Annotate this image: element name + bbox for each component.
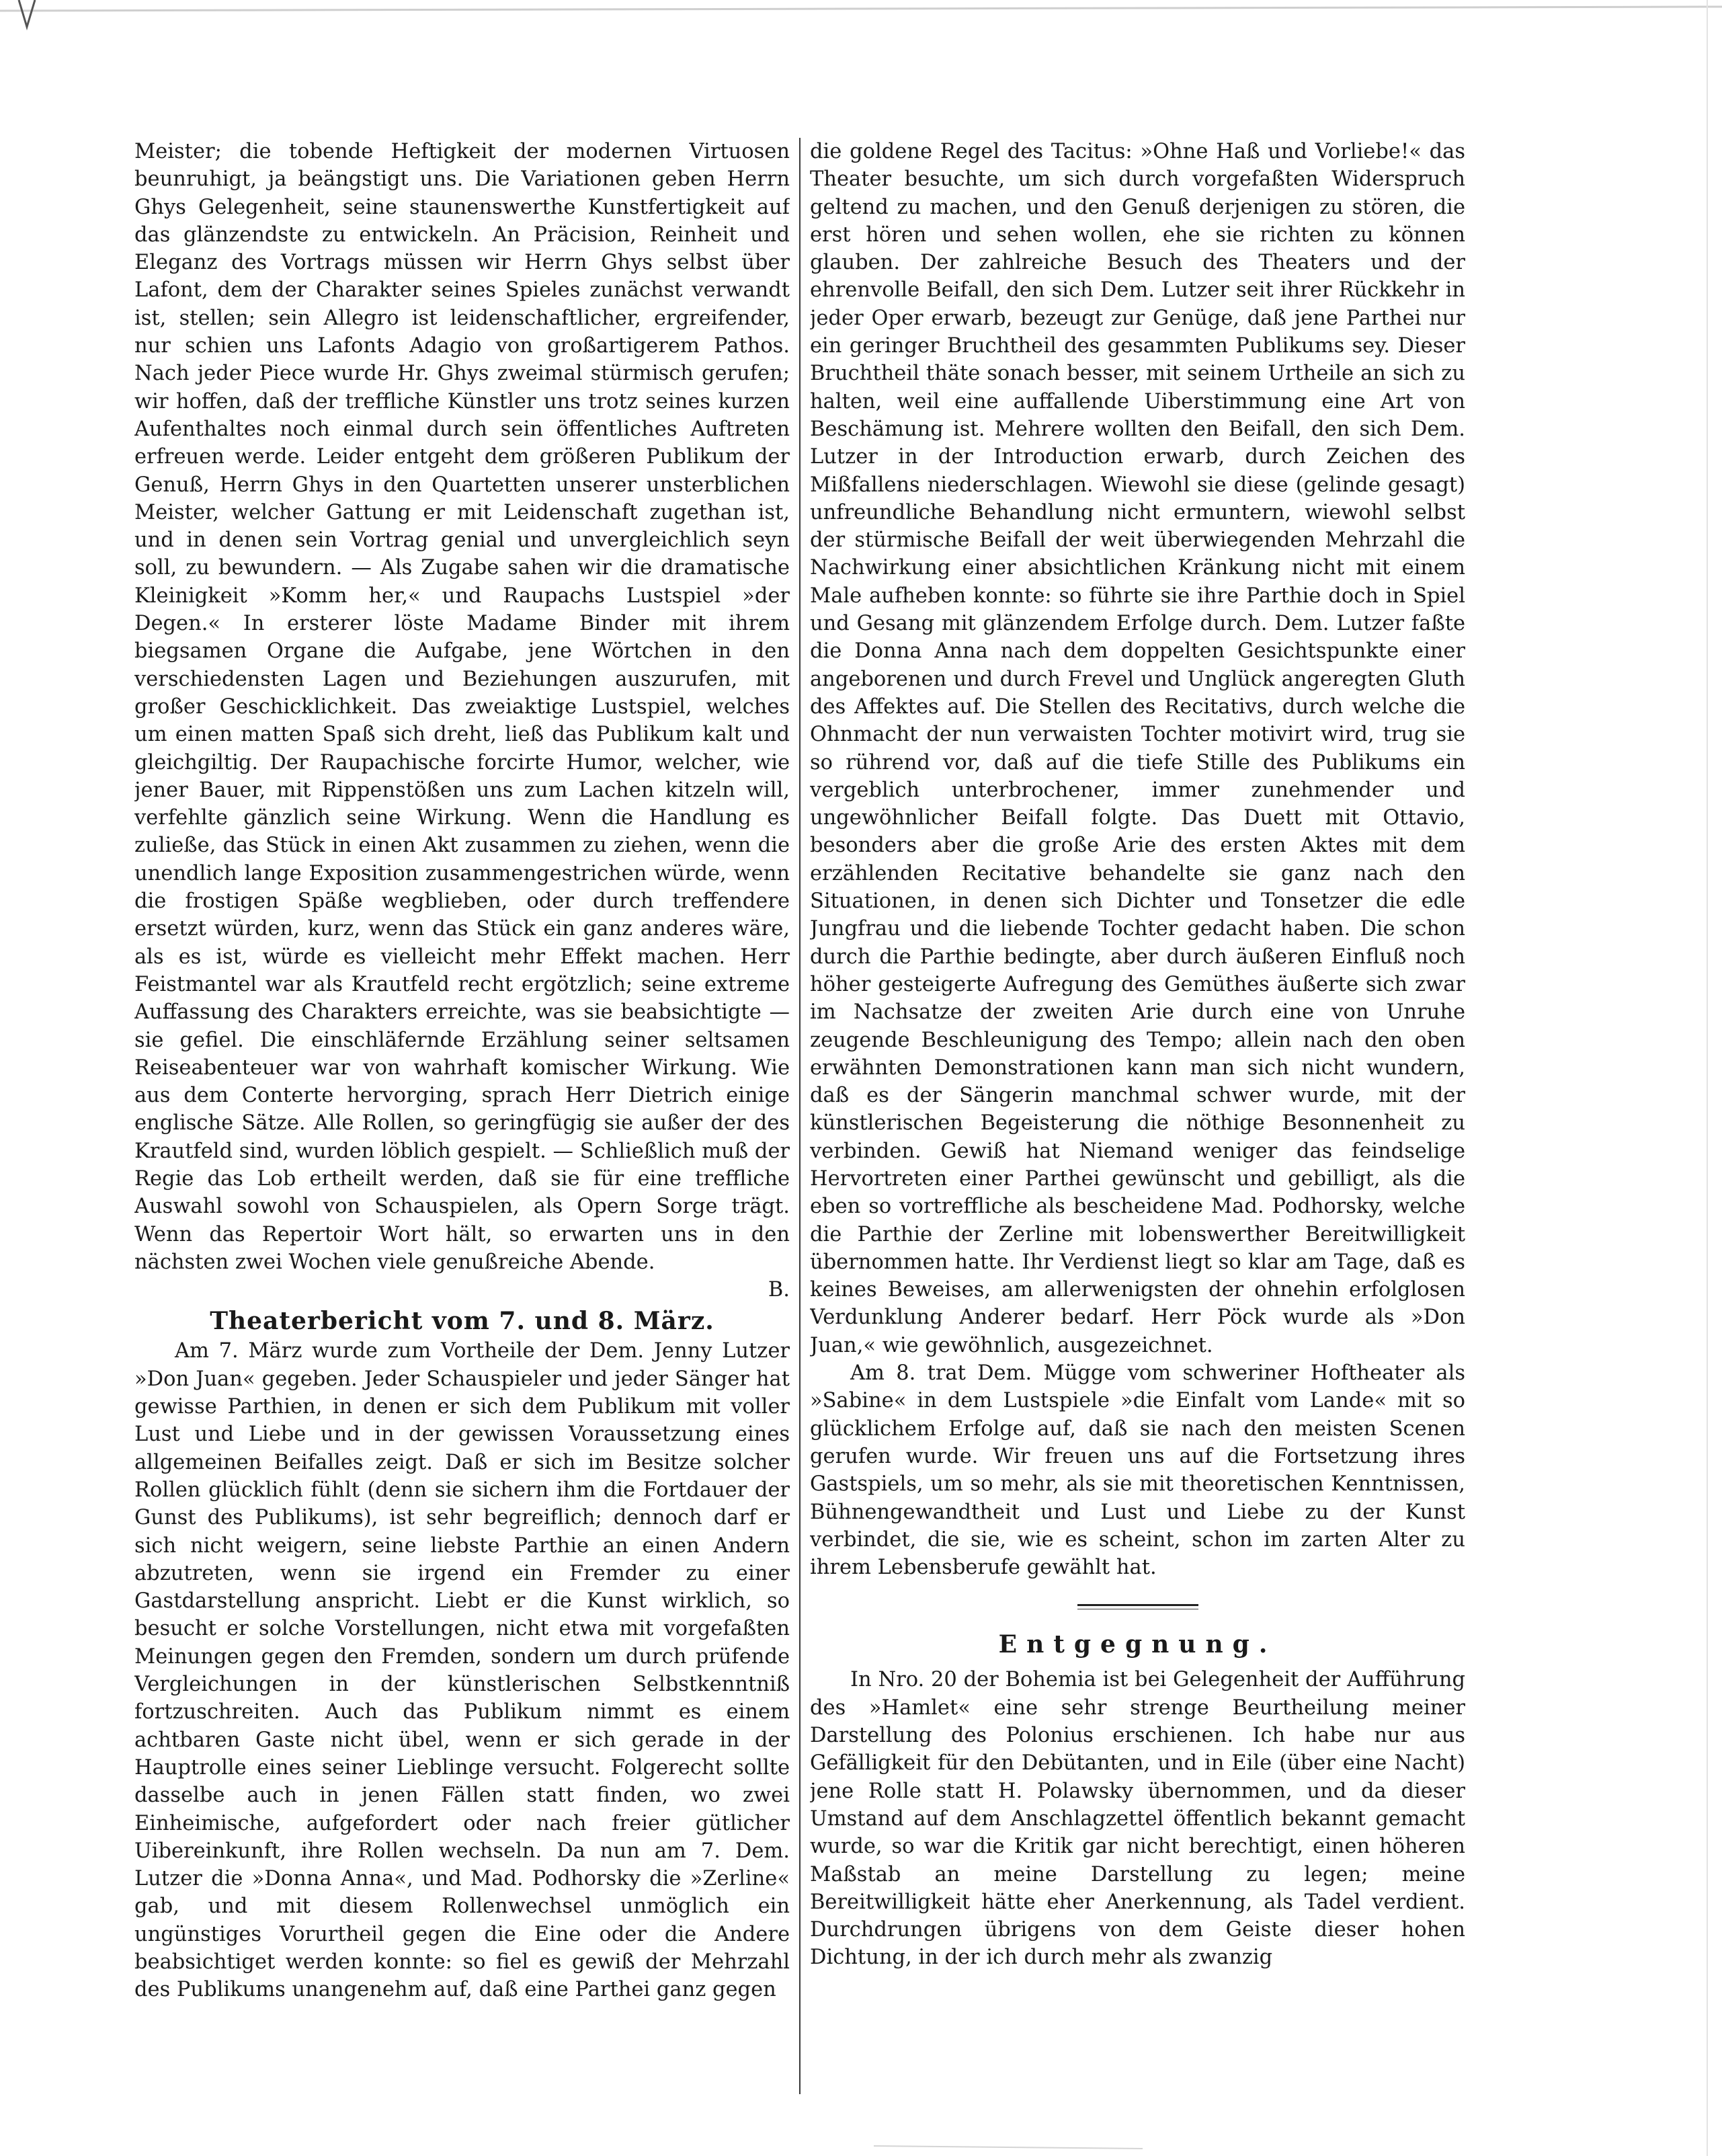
right-column <box>810 138 1465 2101</box>
second-performance-paragraph: Am 8. trat Dem. Mügge vom schweriner Hoftheater als »Sabine« in dem Lustspiele »die Einfalt vom Lande« mit so glücklichem Erfolge auf, daß sie nach den meisten Scenen gerufen wurde. Wir freuen uns auf die Fortsetzung ihres Gastspiels, um so mehr, als sie mit theoretischen Kenntnissen, Bühnengewandtheit und Lust und Liebe zu der Kunst verbindet, die sie, wie es scheint, schon im zarten Alter zu ihrem Lebensberufe gewählt hat. <box>810 1361 1465 1580</box>
column-divider <box>799 138 801 2094</box>
newspaper-page <box>134 138 1506 2101</box>
signature: B. <box>768 1278 790 1302</box>
left-column <box>134 138 790 2101</box>
reply-heading: Entgegnung. <box>998 1630 1277 1659</box>
signature-line <box>134 1276 790 1304</box>
article-continuation: Meister; die tobende Heftigkeit der modernen Virtuosen beunruhigt, ja beängstigt uns. Die Variationen geben Herrn Ghys Gelegenheit, seine staunenswerthe Kunstfertigkeit auf das glänzendste zu entwickeln. An Präcision, Reinheit und Eleganz des Vortrags müssen wir Herrn Ghys selbst über Lafont, dem der Charakter seines Spieles zunächst verwandt ist, stellen; sein Allegro ist leidenschaftlicher, ergreifender, nur schien uns Lafonts Adagio von großartigerem Pathos. Nach jeder Piece wurde Hr. Ghys zweimal stürmisch gerufen; wir hoffen, daß der treffliche Künstler uns trotz seines kurzen Aufenthaltes noch einmal durch sein öffentliches Auftreten erfreuen werde. Leider entgeht dem größeren Publikum der Genuß, Herrn Ghys in den Quartetten unserer unsterblichen Meister, welcher Gattung er mit Leidenschaft zugethan ist, und in denen sein Vortrag genial und unvergleichlich seyn soll, zu bewundern. — Als Zugabe sahen wir die dramatische Kleinigkeit »Komm her,« und Raupachs Lustspiel »der Degen.« In ersterer löste Madame Binder mit ihrem biegsamen Organe die Aufgabe, jene Wörtchen in den verschiedensten Lagen und Beziehungen auszurufen, mit großer Geschicklichkeit. Das zweiaktige Lustspiel, welches um einen matten Spaß sich dreht, ließ das Publikum kalt und gleichgiltig. Der Raupachische forcirte Humor, welcher, wie jener Bauer, mit Rippenstößen uns zum Lachen kitzeln will, verfehlte gänzlich seine Wirkung. Wenn die Handlung es zuließe, das Stück in einen Akt zusammen zu ziehen, wenn die unendlich lange Exposition zusammengestrichen würde, wenn die frostigen Späße wegblieben, oder durch treffendere ersetzt würden, kurz, wenn das Stück ein ganz anderes wäre, als es ist, würde es vielleicht mehr Effekt machen. Herr Feistmantel war als Krautfeld recht ergötzlich; seine extreme Auffassung des Charakters erreichte, was sie beabsichtigte — sie gefiel. Die einschläfernde Erzählung seiner seltsamen Reiseabenteuer war von wahrhaft komischer Wirkung. Wie aus dem Conterte hervorging, sprach Herr Dietrich einige englische Sätze. Alle Rollen, so geringfügig sie außer der des Krautfeld sind, wurden löblich gespielt. — Schließlich muß der Regie das Lob ertheilt werden, daß sie für eine treffliche Auswahl sowohl von Schauspielen, als Opern Sorge trägt. Wenn das Repertoir Wort hält, so erwarten uns in den nächsten zwei Wochen viele genußreiche Abende. <box>134 140 790 1274</box>
reply-body: In Nro. 20 der Bohemia ist bei Gelegenheit der Aufführung des »Hamlet« eine sehr strenge Beurtheilung meiner Darstellung des Polonius erschienen. Ich habe nur aus Gefälligkeit für den Debütanten, und in Eile (über eine Nacht) jene Rolle statt H. Polawsky übernommen, und da dieser Umstand auf dem Anschlagzettel öffentlich bekannt gemacht wurde, so war die Kritik gar nicht berechtigt, einen höheren Maßstab an meine Darstellung zu legen; meine Bereitwilligkeit hätte eher Anerkennung, als Tadel verdient. Durchdrungen übrigens von dem Geiste dieser hohen Dichtung, in der ich durch mehr als zwanzig <box>810 1668 1465 1970</box>
section-separator <box>1077 1604 1198 1609</box>
theater-report-heading: Theaterbericht vom 7. und 8. März. <box>210 1307 714 1336</box>
theater-report-body: Am 7. März wurde zum Vortheile der Dem. Jenny Lutzer »Don Juan« gegeben. Jeder Schauspieler und jeder Sänger hat gewisse Parthien, in denen er sich dem Publikum mit voller Lust und Liebe und in der gewissen Voraussetzung eines allgemeinen Beifalles zeigt. Daß er sich im Besitze solcher Rollen glücklich fühlt (denn sie sichern ihm die Fortdauer der Gunst des Publikums), ist sehr begreiflich; dennoch darf er sich nicht weigern, seine liebste Parthie an einen Andern abzutreten, wenn sie irgend ein Fremder zu einer Gastdarstellung anspricht. Liebt er die Kunst wirklich, so besucht er solche Vorstellungen, nicht etwa mit vorgefaßten Meinungen gegen den Fremden, sondern um durch prüfende Vergleichungen in der künstlerischen Selbstkenntniß fortzuschreiten. Auch das Publikum nimmt es einem achtbaren Gaste nicht übel, wenn er sich gerade in der Hauptrolle eines seiner Lieblinge versucht. Folgerecht sollte dasselbe auch in jenen Fällen statt finden, wo zwei Einheimische, aufgefordert oder nach freier gütlicher Uibereinkunft, ihre Rollen wechseln. Da nun am 7. Dem. Lutzer die »Donna Anna«, und Mad. Podhorsky die »Zerline« gab, und mit diesem Rollenwechsel unmöglich ein ungünstiges Vorurtheil gegen die Eine oder die Andere beabsichtiget werden konnte: so fiel es gewiß der Mehrzahl des Publikums unangenehm auf, daß eine Parthei ganz gegen <box>134 1339 790 2002</box>
theater-report-continuation: die goldene Regel des Tacitus: »Ohne Haß und Vorliebe!« das Theater besuchte, um sich durch vorgefaßten Widerspruch geltend zu machen, und den Genuß derjenigen zu stören, die erst hören und sehen wollen, ehe sie richten zu können glauben. Der zahlreiche Besuch des Theaters und der ehrenvolle Beifall, den sich Dem. Lutzer seit ihrer Rückkehr in jeder Oper erwarb, bezeugt zur Genüge, daß jene Parthei nur ein geringer Bruchtheil des gesammten Publikums sey. Dieser Bruchtheil thäte sonach besser, mit seinem Urtheile an sich zu halten, weil eine auffallende Uiberstimmung eine Art von Beschämung ist. Mehrere wollten den Beifall, den sich Dem. Lutzer in der Introduction erwarb, durch Zeichen des Mißfallens niederschlagen. Wiewohl sie diese (gelinde gesagt) unfreundliche Behandlung nicht ermuntern, wiewohl selbst der stürmische Beifall der weit überwiegenden Mehrzahl die Nachwirkung einer absichtlichen Kränkung nicht mit einem Male aufheben konnte: so führte sie ihre Parthie doch in Spiel und Gesang mit glänzendem Erfolge durch. Dem. Lutzer faßte die Donna Anna nach dem doppelten Gesichtspunkte einer angeborenen und durch Frevel und Unglück angeregten Gluth des Affektes auf. Die Stellen des Recitativs, durch welche die Ohnmacht der nun verwaisten Tochter motivirt wird, trug sie so rührend vor, daß auf die tiefe Stille des Publikums ein vergeblich unterbrochener, immer zunehmender und ungewöhnlicher Beifall folgte. Das Duett mit Ottavio, besonders aber die große Arie des ersten Aktes mit dem erzählenden Recitative behandelte sie ganz nach den Situationen, in denen sich Dichter und Tonsetzer die edle Jungfrau und die liebende Tochter gedacht haben. Die schon durch die Parthie bedingte, aber durch äußeren Einfluß noch höher gesteigerte Aufregung des Gemüthes äußerte sich zwar im Nachsatze der zweiten Arie durch eine von Unruhe zeugende Beschleunigung des Tempo; allein nach den oben erwähnten Demonstrationen kann man sich nicht wundern, daß es der Sängerin manchmal schwer wurde, mit der künstlerischen Begeisterung die nöthige Besonnenheit zu verbinden. Gewiß hat Niemand weniger das feindselige Hervortreten einer Parthei gewünscht und gebilligt, als die eben so vortreffliche als bescheidene Mad. Podhorsky, welche die Parthie der Zerline mit lobenswerther Bereitwilligkeit übernommen hatte. Ihr Verdienst liegt so klar am Tage, daß es keines Beweises, am allerwenigsten der ohnehin erfolglosen Verdunklung Anderer bedarf. Herr Pöck wurde als »Don Juan,« wie gewöhnlich, ausgezeichnet. <box>810 140 1465 1357</box>
